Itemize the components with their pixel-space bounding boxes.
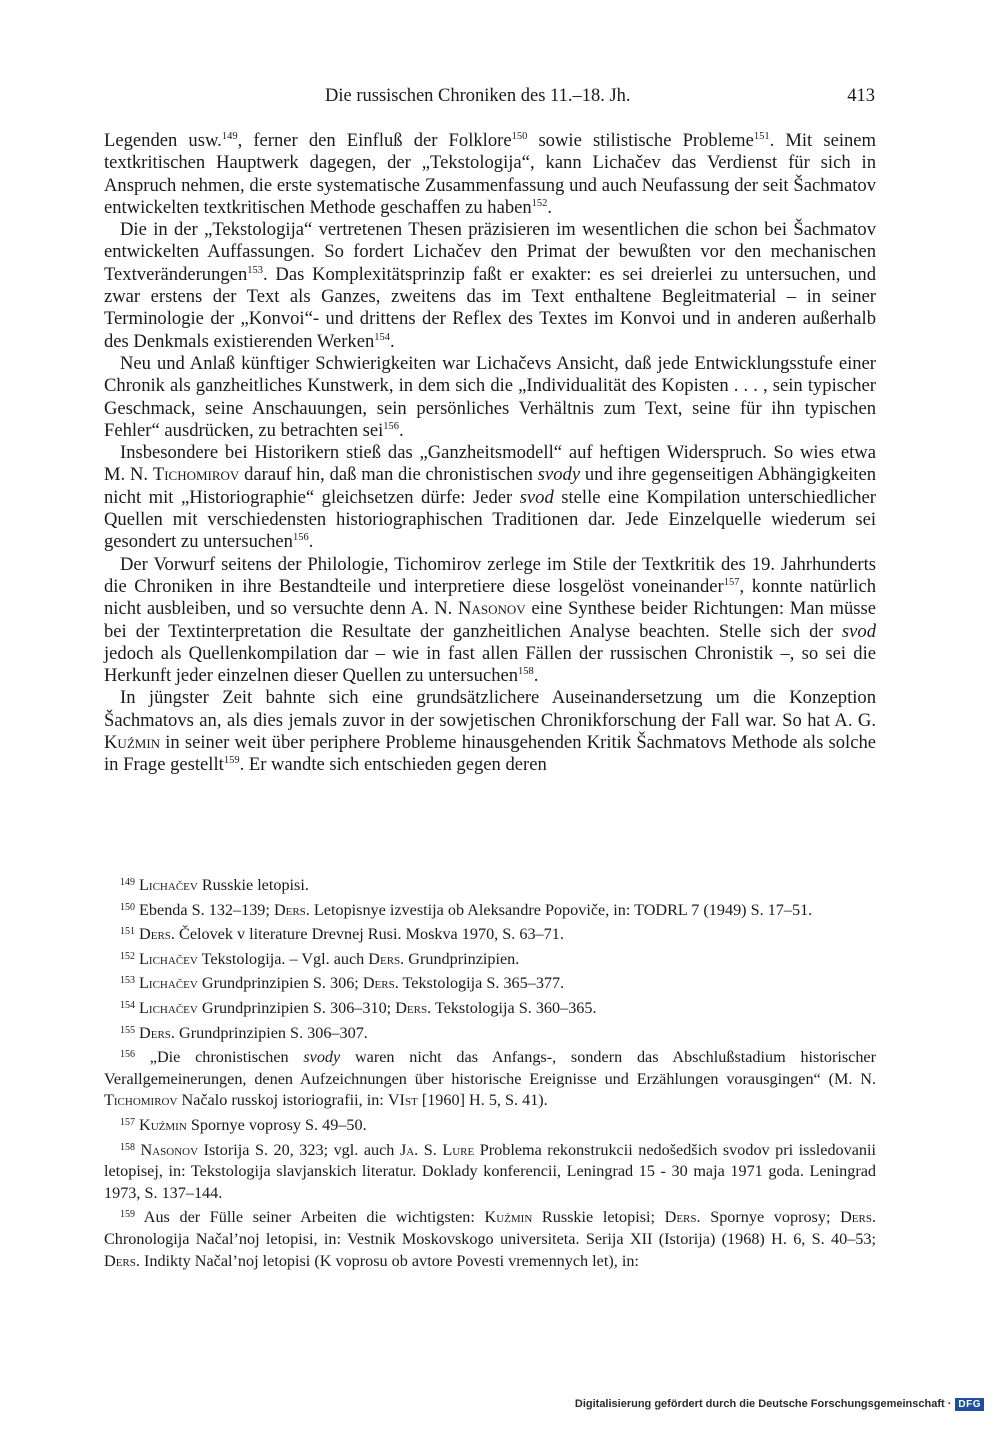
footnote-ref[interactable]: 154 (374, 331, 391, 343)
footnote-number: 154 (120, 999, 135, 1011)
footnote-ref[interactable]: 150 (511, 131, 528, 142)
footnote: $^{153}$ Lichačev Grundprinzipien S. 306; Ders. Tekstologija S. 365–377. (120, 974, 565, 993)
footnote-ref[interactable]: 158 (518, 666, 534, 678)
footnote-number: 152 (120, 950, 135, 962)
author-name: Tichomirov (152, 464, 240, 486)
footnote: $^{156}$ „Die chronistischen svody waren nicht das Anfangs-, sondern das Abschlußstadium historischer Verallgemeinerungen, denen Aufzeichnungen über historische Ereignisse und Erzählungen vorausgingen“ (M. N. Tichomirov Načalo russkoj istoriografii, in: VIst [1960] H. 5, S. 41). (104, 1048, 876, 1110)
footnote: $^{150}$ Ebenda S. 132–139; Ders. Letopisnye izvestija ob Aleksandre Popoviče, in: TODRL 7 (1949) S. 17–51. (120, 900, 813, 919)
footnote-ref[interactable]: 157 (723, 576, 740, 588)
footnote: $^{158}$ Nasonov Istorija S. 20, 323; vgl. auch Ja. S. Lure Problema rekonstrukcii nedošedšich svodov pri issledovanii letopisej, in: Tekstologija slavjanskich literatur. Doklady konferencii, Leningrad 15 - 30 maja 1971 goda. Leningrad 1973, S. 137–144. (104, 1140, 877, 1202)
footnote-ref[interactable]: 156 (383, 420, 400, 432)
footnote-number: 158 (120, 1141, 135, 1153)
author-name: Nasonov (458, 598, 526, 620)
footnote: $^{151}$ Ders. Čelovek v literature Drevnej Rusi. Moskva 1970, S. 63–71. (120, 925, 564, 944)
footnote-number: 159 (120, 1209, 135, 1221)
page-header (325, 86, 875, 112)
author-name: Kuźmin (104, 732, 161, 754)
paragraph: Die in der „Tekstologija“ vertretenen Thesen präzisieren im wesentlichen die schon bei Šachmatov entwickelten Auffassungen. So fordert Lichačev den Primat der bewußten vor den mechanischen Textveränderungen$^{153}$. Das Komplexitätsprinzip faßt er exakter: es sei dreierlei zu untersuchen, und zwar erstens der Text als Ganzes, zweitens das im Text enthaltene Begleitmaterial – in seiner Terminologie der „Konvoi“- und drittens der Reflex des Textes im Konvoi und in anderen außerhalb des Denkmals existierenden Werken$^{154}$. (104, 219, 876, 352)
footnote-ref[interactable]: 151 (753, 131, 770, 142)
running-title: Die russischen Chroniken des 11.–18. Jh. (325, 86, 631, 106)
footnote-ref[interactable]: 159 (223, 755, 240, 767)
footnote-number: 149 (120, 877, 135, 888)
footnote: $^{157}$ Kuźmin Spornye voprosy S. 49–50. (120, 1115, 367, 1134)
footnote: $^{159}$ Aus der Fülle seiner Arbeiten die wichtigsten: Kuźmin Russkie letopisi; Ders. Spornye voprosy; Ders. Chronologija Načal’noj letopisi, in: Vestnik Moskovskogo universiteta. Serija XII (Istorija) (1968) H. 6, S. 40–53; Ders. Indikty Načal’noj letopisi (K voprosu ob avtore Povesti vremennych let), in: (104, 1208, 877, 1270)
footnote-number: 156 (120, 1049, 135, 1061)
dfg-logo: DFG (955, 1398, 984, 1411)
footnote-number: 151 (120, 926, 135, 938)
footnote-number: 155 (120, 1024, 135, 1036)
footnote: $^{155}$ Ders. Grundprinzipien S. 306–307. (120, 1023, 368, 1042)
footnote: $^{152}$ Lichačev Tekstologija. – Vgl. auch Ders. Grundprinzipien. (120, 949, 520, 968)
dfg-credit (575, 1395, 984, 1413)
footnote-ref[interactable]: 149 (221, 131, 238, 142)
page-number: 413 (847, 86, 875, 106)
footnote-ref[interactable]: 153 (247, 264, 263, 276)
footnote-number: 153 (120, 975, 135, 987)
footnote-number: 150 (120, 901, 135, 913)
paragraph: Neu und Anlaß künftiger Schwierigkeiten war Lichačevs Ansicht, daß jede Entwicklungsstufe einer Chronik als ganzheitliches Kunstwerk, in dem sich die „Individualität des Kopisten . . . , sein typischer Geschmack, seine Anschauungen, sein persönliches Verhältnis zum Text, seine für ihn typischen Fehler“ ausdrücken, zu betrachten sei$^{156}$. (104, 352, 876, 441)
paragraph: Der Vorwurf seitens der Philologie, Tichomirov zerlege im Stile der Textkritik des 19. Jahrhunderts die Chroniken in ihre Bestandteile und interpretiere diese losgelöst voneinander$^{157}$, konnte natürlich nicht ausbleiben, und so versuchte denn A. N. Nasonov eine Synthese beider Richtungen: Man müsse bei der Textinterpretation die Resultate der ganzheitlichen Analyse beachten. Stelle sich der svod jedoch als Quellenkompilation dar – wie in fast allen Fällen der russischen Chronistik –, so sei die Herkunft jeder einzelnen dieser Quellen zu untersuchen$^{158}$. (104, 553, 876, 687)
paragraph: Legenden usw.$^{149}$, ferner den Einfluß der Folklore$^{150}$ sowie stilistische Probleme$^{151}$. Mit seinem textkritischen Hauptwerk dagegen, der „Tekstologija“, kann Lichačev das Verdienst für sich in Anspruch nehmen, die erste systematische Zusammenfassung und auch Neufassung der seit Šachmatov entwickelten textkritischen Methode geschaffen zu haben$^{152}$. (104, 130, 877, 218)
footnote-ref[interactable]: 152 (531, 197, 548, 209)
paragraph: In jüngster Zeit bahnte sich eine grundsätzlichere Auseinandersetzung um die Konzeption Šachmatovs an, als dies jemals zuvor in der sowjetischen Chronikforschung der Fall war. So hat A. G. Kuźmin in seiner weit über periphere Probleme hinausgehenden Kritik Šachmatovs Methode als solche in Frage gestellt$^{159}$. Er wandte sich entschieden gegen deren (104, 687, 876, 776)
main-text (104, 130, 876, 777)
footnote: $^{149}$ Lichačev Russkie letopisi. (120, 876, 309, 894)
footnote-ref[interactable]: 156 (292, 532, 309, 544)
footnote: $^{154}$ Lichačev Grundprinzipien S. 306–310; Ders. Tekstologija S. 360–365. (120, 998, 597, 1017)
footnote-number: 157 (120, 1116, 135, 1128)
paragraph: Insbesondere bei Historikern stieß das „Ganzheitsmodell“ auf heftigen Widerspruch. So wies etwa M. N. Tichomirov darauf hin, daß man die chronistischen svody und ihre gegenseitigen Abhängigkeiten nicht mit „Historiographie“ gleichsetzen dürfe: Jeder svod stelle eine Kompilation unterschiedlicher Quellen mit verschiedensten historiographischen Traditionen dar. Jede Einzelquelle wiederum sei gesondert zu untersuchen$^{156}$. (104, 442, 877, 553)
credit-text: Digitalisierung gefördert durch die Deutsche Forschungsgemeinschaft · (574, 1398, 952, 1410)
footnotes (104, 872, 876, 1272)
